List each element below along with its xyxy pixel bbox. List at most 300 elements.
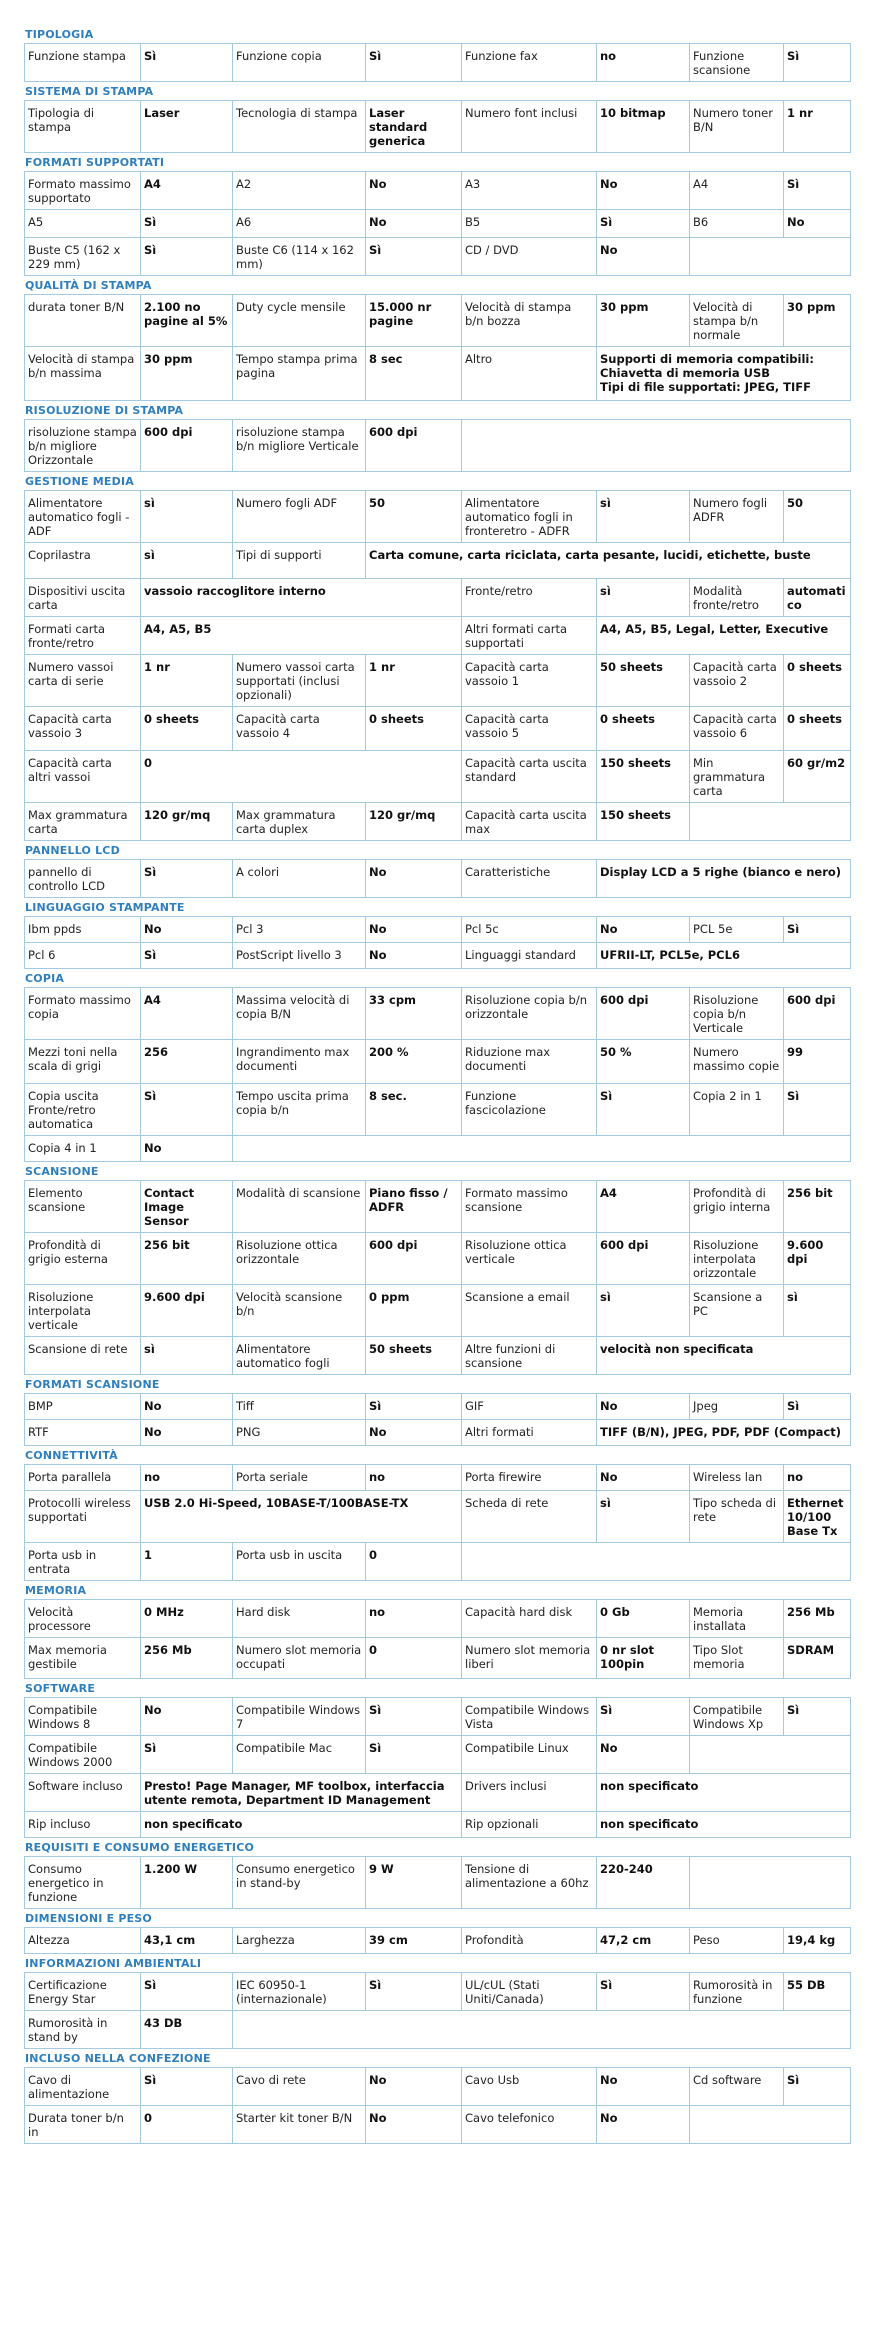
spec-table-dimensioni-e-peso (24, 1927, 851, 1954)
spec-value: no (784, 1465, 851, 1491)
spec-label: IEC 60950-1 (internazionale) (233, 1973, 366, 2011)
spec-value: Carta comune, carta riciclata, carta pesante, lucidi, etichette, buste (366, 543, 851, 579)
spec-row (25, 491, 851, 543)
spec-label: Capacità carta vassoio 4 (233, 707, 366, 751)
spec-row (25, 1638, 851, 1679)
empty-cell (233, 2011, 851, 2049)
spec-label: Rumorosità in funzione (690, 1973, 784, 2011)
spec-value: 9 W (366, 1857, 462, 1909)
spec-value: USB 2.0 Hi-Speed, 10BASE-T/100BASE-TX (141, 1491, 462, 1543)
spec-value: 0 sheets (784, 707, 851, 751)
spec-value: 30 ppm (597, 295, 690, 347)
spec-row (25, 420, 851, 472)
section-title-software: SOFTWARE (25, 1682, 96, 1695)
spec-value: 0 sheets (141, 707, 233, 751)
spec-label: Ingrandimento max documenti (233, 1040, 366, 1084)
spec-table-gestione-media (24, 490, 851, 841)
spec-label: Compatibile Windows Xp (690, 1698, 784, 1736)
spec-value: 1 nr (366, 655, 462, 707)
spec-row (25, 1337, 851, 1375)
spec-value: non specificato (597, 1774, 851, 1812)
spec-label: Capacità carta vassoio 3 (25, 707, 141, 751)
spec-label: Porta firewire (462, 1465, 597, 1491)
spec-label: Compatibile Windows 7 (233, 1698, 366, 1736)
spec-value: Sì (141, 860, 233, 898)
spec-label: risoluzione stampa b/n migliore Orizzontale (25, 420, 141, 472)
spec-label: Numero slot memoria liberi (462, 1638, 597, 1679)
section-title-linguaggio-stampante: LINGUAGGIO STAMPANTE (25, 901, 185, 914)
empty-cell (690, 2106, 851, 2144)
spec-value: Sì (597, 1698, 690, 1736)
spec-value: No (597, 2068, 690, 2106)
spec-value: 0 sheets (784, 655, 851, 707)
spec-label: Compatibile Windows Vista (462, 1698, 597, 1736)
spec-row (25, 1465, 851, 1491)
spec-value: Sì (597, 210, 690, 238)
spec-value: 2.100 no pagine al 5% (141, 295, 233, 347)
spec-value: no (597, 44, 690, 82)
spec-value: 8 sec (366, 347, 462, 401)
spec-row (25, 1973, 851, 2011)
spec-label: Scansione a PC (690, 1285, 784, 1337)
spec-value: non specificato (141, 1812, 462, 1838)
spec-row (25, 655, 851, 707)
spec-label: Porta usb in uscita (233, 1543, 366, 1581)
spec-label: CD / DVD (462, 238, 597, 276)
spec-table-scansione (24, 1180, 851, 1375)
spec-value: 50 (366, 491, 462, 543)
spec-row (25, 2011, 851, 2049)
spec-value: 43 DB (141, 2011, 233, 2049)
spec-label: Formato massimo supportato (25, 172, 141, 210)
spec-label: Capacità carta altri vassoi (25, 751, 141, 803)
section-title-tipologia: TIPOLOGIA (25, 28, 94, 41)
spec-label: Compatibile Mac (233, 1736, 366, 1774)
spec-value: No (597, 2106, 690, 2144)
spec-label: Tipi di supporti (233, 543, 366, 579)
spec-value: sì (141, 543, 233, 579)
spec-value: no (141, 1465, 233, 1491)
spec-label: Risoluzione copia b/n Verticale (690, 988, 784, 1040)
spec-value: No (141, 1394, 233, 1420)
spec-label: Modalità fronte/retro (690, 579, 784, 617)
spec-label: Funzione fax (462, 44, 597, 82)
spec-label: Riduzione max documenti (462, 1040, 597, 1084)
spec-value: Supporti di memoria compatibili: Chiavetta di memoria USB Tipi di file supportati: JPEG, TIFF (597, 347, 851, 401)
spec-label: Risoluzione interpolata verticale (25, 1285, 141, 1337)
section-title-pannello-lcd: PANNELLO LCD (25, 844, 120, 857)
spec-label: Hard disk (233, 1600, 366, 1638)
spec-value: No (141, 917, 233, 943)
spec-label: Buste C5 (162 x 229 mm) (25, 238, 141, 276)
spec-label: Altro (462, 347, 597, 401)
spec-value: 600 dpi (597, 988, 690, 1040)
spec-label: Rip incluso (25, 1812, 141, 1838)
spec-label: Porta usb in entrata (25, 1543, 141, 1581)
spec-value: Sì (141, 1736, 233, 1774)
spec-label: UL/cUL (Stati Uniti/Canada) (462, 1973, 597, 2011)
spec-value: vassoio raccoglitore interno (141, 579, 462, 617)
spec-label: Formato massimo copia (25, 988, 141, 1040)
spec-label: Altezza (25, 1928, 141, 1954)
section-title-informazioni-ambientali: INFORMAZIONI AMBIENTALI (25, 1957, 202, 1970)
spec-value: 1.200 W (141, 1857, 233, 1909)
spec-label: Max grammatura carta duplex (233, 803, 366, 841)
spec-label: Cavo di alimentazione (25, 2068, 141, 2106)
spec-row (25, 1136, 851, 1162)
spec-label: A2 (233, 172, 366, 210)
spec-label: Capacità carta vassoio 1 (462, 655, 597, 707)
spec-row (25, 1774, 851, 1812)
spec-label: Durata toner b/n in (25, 2106, 141, 2144)
spec-label: Tempo uscita prima copia b/n (233, 1084, 366, 1136)
spec-value: 120 gr/mq (366, 803, 462, 841)
spec-value: Laser standard generica (366, 101, 462, 153)
spec-label: Caratteristiche (462, 860, 597, 898)
spec-label: A6 (233, 210, 366, 238)
spec-table-connettivita (24, 1464, 851, 1581)
spec-value: Sì (784, 917, 851, 943)
spec-label: GIF (462, 1394, 597, 1420)
spec-value: 0 ppm (366, 1285, 462, 1337)
spec-row (25, 2106, 851, 2144)
spec-label: Velocità di stampa b/n bozza (462, 295, 597, 347)
spec-value: A4 (141, 172, 233, 210)
spec-value: Sì (784, 44, 851, 82)
spec-label: Ibm ppds (25, 917, 141, 943)
spec-value: Laser (141, 101, 233, 153)
spec-label: Capacità carta uscita standard (462, 751, 597, 803)
spec-value: 256 bit (141, 1233, 233, 1285)
spec-row (25, 1543, 851, 1581)
spec-label: Funzione scansione (690, 44, 784, 82)
empty-cell (690, 1736, 851, 1774)
spec-value: 256 (141, 1040, 233, 1084)
spec-value: No (597, 1394, 690, 1420)
section-title-memoria: MEMORIA (25, 1584, 87, 1597)
spec-label: Risoluzione ottica verticale (462, 1233, 597, 1285)
spec-row (25, 1040, 851, 1084)
spec-label: PCL 5e (690, 917, 784, 943)
spec-label: pannello di controllo LCD (25, 860, 141, 898)
spec-value: 43,1 cm (141, 1928, 233, 1954)
spec-label: Numero vassoi carta di serie (25, 655, 141, 707)
spec-label: Numero massimo copie (690, 1040, 784, 1084)
spec-label: Copia uscita Fronte/retro automatica (25, 1084, 141, 1136)
spec-value: 0 (366, 1638, 462, 1679)
spec-label: Cavo di rete (233, 2068, 366, 2106)
spec-label: Mezzi toni nella scala di grigi (25, 1040, 141, 1084)
spec-label: Compatibile Windows 2000 (25, 1736, 141, 1774)
spec-value: Presto! Page Manager, MF toolbox, interfaccia utente remota, Department ID Management (141, 1774, 462, 1812)
spec-value: 9.600 dpi (141, 1285, 233, 1337)
spec-row (25, 543, 851, 579)
section-title-scansione: SCANSIONE (25, 1165, 99, 1178)
spec-label: RTF (25, 1420, 141, 1446)
spec-label: Numero fogli ADF (233, 491, 366, 543)
spec-value: Sì (597, 1973, 690, 2011)
empty-cell (233, 1136, 851, 1162)
spec-value: Sì (784, 1394, 851, 1420)
spec-value: Sì (366, 238, 462, 276)
spec-table-formati-supportati (24, 171, 851, 276)
spec-value: automatico (784, 579, 851, 617)
spec-value: Sì (366, 1973, 462, 2011)
spec-label: Scansione a email (462, 1285, 597, 1337)
spec-value: No (597, 172, 690, 210)
section-title-requisiti-e-consumo-energetico: REQUISITI E CONSUMO ENERGETICO (25, 1841, 255, 1854)
spec-label: Porta parallela (25, 1465, 141, 1491)
section-title-connettivita: CONNETTIVITÀ (25, 1449, 118, 1462)
spec-value: 55 DB (784, 1973, 851, 2011)
spec-label: Cavo Usb (462, 2068, 597, 2106)
spec-row (25, 1857, 851, 1909)
spec-table-formati-scansione (24, 1393, 851, 1446)
spec-row (25, 1736, 851, 1774)
spec-value: A4, A5, B5 (141, 617, 462, 655)
spec-value: No (597, 1465, 690, 1491)
spec-value: sì (784, 1285, 851, 1337)
spec-table-requisiti-e-consumo-energetico (24, 1856, 851, 1909)
spec-label: A4 (690, 172, 784, 210)
spec-value: No (597, 917, 690, 943)
spec-row (25, 238, 851, 276)
spec-table-risoluzione-di-stampa (24, 419, 851, 472)
spec-label: Tipo scheda di rete (690, 1491, 784, 1543)
spec-value: No (366, 1420, 462, 1446)
spec-label: Max grammatura carta (25, 803, 141, 841)
spec-value: 256 bit (784, 1181, 851, 1233)
spec-label: Compatibile Windows 8 (25, 1698, 141, 1736)
spec-label: Alimentatore automatico fogli (233, 1337, 366, 1375)
spec-label: Profondità di grigio interna (690, 1181, 784, 1233)
spec-label: Pcl 6 (25, 943, 141, 969)
spec-value: non specificato (597, 1812, 851, 1838)
spec-value: Sì (366, 44, 462, 82)
spec-value: No (141, 1136, 233, 1162)
spec-label: Capacità carta uscita max (462, 803, 597, 841)
spec-label: Tiff (233, 1394, 366, 1420)
spec-value: sì (597, 1491, 690, 1543)
spec-label: Velocità di stampa b/n normale (690, 295, 784, 347)
spec-row (25, 44, 851, 82)
spec-table-qualita-di-stampa (24, 294, 851, 401)
spec-row (25, 295, 851, 347)
spec-value: A4 (141, 988, 233, 1040)
spec-label: Linguaggi standard (462, 943, 597, 969)
spec-label: Capacità carta vassoio 2 (690, 655, 784, 707)
spec-value: 39 cm (366, 1928, 462, 1954)
section-title-copia: COPIA (25, 972, 65, 985)
spec-label: Consumo energetico in funzione (25, 1857, 141, 1909)
spec-value: 19,4 kg (784, 1928, 851, 1954)
spec-value: 256 Mb (141, 1638, 233, 1679)
spec-table-sistema-di-stampa (24, 100, 851, 153)
spec-value: Sì (141, 1973, 233, 2011)
spec-row (25, 347, 851, 401)
spec-label: Funzione fascicolazione (462, 1084, 597, 1136)
empty-cell (462, 420, 851, 472)
spec-value: No (366, 860, 462, 898)
spec-value: 1 nr (141, 655, 233, 707)
section-title-formati-supportati: FORMATI SUPPORTATI (25, 156, 165, 169)
spec-row (25, 1600, 851, 1638)
spec-value: No (366, 2068, 462, 2106)
spec-label: Altri formati carta supportati (462, 617, 597, 655)
spec-row (25, 1233, 851, 1285)
spec-value: 220-240 (597, 1857, 690, 1909)
spec-value: 9.600 dpi (784, 1233, 851, 1285)
spec-value: Sì (366, 1698, 462, 1736)
spec-value: Sì (366, 1394, 462, 1420)
spec-label: A3 (462, 172, 597, 210)
spec-label: Numero slot memoria occupati (233, 1638, 366, 1679)
spec-value: No (366, 2106, 462, 2144)
spec-value: 8 sec. (366, 1084, 462, 1136)
spec-label: Elemento scansione (25, 1181, 141, 1233)
spec-value: 30 ppm (784, 295, 851, 347)
spec-row (25, 1812, 851, 1838)
spec-label: Cavo telefonico (462, 2106, 597, 2144)
spec-value: 50 % (597, 1040, 690, 1084)
spec-table-incluso-nella-confezione (24, 2067, 851, 2144)
spec-label: Memoria installata (690, 1600, 784, 1638)
spec-value: SDRAM (784, 1638, 851, 1679)
spec-row (25, 1420, 851, 1446)
spec-value: 1 (141, 1543, 233, 1581)
spec-row (25, 1698, 851, 1736)
spec-value: 600 dpi (784, 988, 851, 1040)
section-title-formati-scansione: FORMATI SCANSIONE (25, 1378, 160, 1391)
spec-row (25, 1084, 851, 1136)
spec-value: 0 MHz (141, 1600, 233, 1638)
spec-label: Compatibile Linux (462, 1736, 597, 1774)
spec-value: Piano fisso / ADFR (366, 1181, 462, 1233)
spec-value: 256 Mb (784, 1600, 851, 1638)
spec-value: 0 sheets (366, 707, 462, 751)
spec-label: Copia 2 in 1 (690, 1084, 784, 1136)
spec-label: PNG (233, 1420, 366, 1446)
empty-cell (690, 238, 851, 276)
spec-label: Numero font inclusi (462, 101, 597, 153)
spec-label: Alimentatore automatico fogli - ADF (25, 491, 141, 543)
spec-value: 50 (784, 491, 851, 543)
spec-row (25, 1181, 851, 1233)
spec-label: A colori (233, 860, 366, 898)
spec-label: Scheda di rete (462, 1491, 597, 1543)
spec-label: Rip opzionali (462, 1812, 597, 1838)
spec-label: risoluzione stampa b/n migliore Verticale (233, 420, 366, 472)
spec-label: Buste C6 (114 x 162 mm) (233, 238, 366, 276)
spec-label: Cd software (690, 2068, 784, 2106)
spec-label: Min grammatura carta (690, 751, 784, 803)
spec-value: Sì (784, 2068, 851, 2106)
spec-value: sì (141, 1337, 233, 1375)
spec-row (25, 2068, 851, 2106)
spec-label: Funzione stampa (25, 44, 141, 82)
spec-label: Coprilastra (25, 543, 141, 579)
spec-row (25, 707, 851, 751)
spec-value: No (597, 238, 690, 276)
spec-value: No (366, 943, 462, 969)
spec-row (25, 1285, 851, 1337)
spec-value: Sì (141, 2068, 233, 2106)
spec-row (25, 101, 851, 153)
section-title-qualita-di-stampa: QUALITÀ DI STAMPA (25, 279, 152, 292)
spec-label: Certificazione Energy Star (25, 1973, 141, 2011)
spec-sheet (24, 0, 876, 2144)
spec-value: No (141, 1698, 233, 1736)
spec-label: Pcl 5c (462, 917, 597, 943)
spec-value: velocità non specificata (597, 1337, 851, 1375)
spec-value: No (366, 172, 462, 210)
spec-value: 0 (141, 751, 462, 803)
spec-label: B5 (462, 210, 597, 238)
spec-label: Peso (690, 1928, 784, 1954)
spec-label: Altre funzioni di scansione (462, 1337, 597, 1375)
empty-cell (690, 1857, 851, 1909)
spec-label: Tipologia di stampa (25, 101, 141, 153)
spec-value: No (141, 1420, 233, 1446)
spec-row (25, 943, 851, 969)
spec-table-software (24, 1697, 851, 1838)
spec-label: Tempo stampa prima pagina (233, 347, 366, 401)
section-title-sistema-di-stampa: SISTEMA DI STAMPA (25, 85, 154, 98)
spec-label: Numero vassoi carta supportati (inclusi opzionali) (233, 655, 366, 707)
spec-value: Sì (141, 238, 233, 276)
spec-label: Capacità hard disk (462, 1600, 597, 1638)
spec-label: Tensione di alimentazione a 60hz (462, 1857, 597, 1909)
spec-row (25, 210, 851, 238)
spec-value: 50 sheets (366, 1337, 462, 1375)
spec-value: No (366, 210, 462, 238)
spec-value: 600 dpi (597, 1233, 690, 1285)
spec-value: No (366, 917, 462, 943)
spec-value: Contact Image Sensor (141, 1181, 233, 1233)
spec-value: UFRII-LT, PCL5e, PCL6 (597, 943, 851, 969)
spec-value: A4, A5, B5, Legal, Letter, Executive (597, 617, 851, 655)
spec-label: Formato massimo scansione (462, 1181, 597, 1233)
spec-value: Display LCD a 5 righe (bianco e nero) (597, 860, 851, 898)
spec-value: sì (597, 579, 690, 617)
section-title-dimensioni-e-peso: DIMENSIONI E PESO (25, 1912, 152, 1925)
spec-value: 120 gr/mq (141, 803, 233, 841)
spec-row (25, 860, 851, 898)
section-title-risoluzione-di-stampa: RISOLUZIONE DI STAMPA (25, 404, 184, 417)
spec-value: 30 ppm (141, 347, 233, 401)
spec-label: Modalità di scansione (233, 1181, 366, 1233)
spec-label: Max memoria gestibile (25, 1638, 141, 1679)
spec-label: Capacità carta vassoio 5 (462, 707, 597, 751)
spec-label: Velocità di stampa b/n massima (25, 347, 141, 401)
spec-label: Jpeg (690, 1394, 784, 1420)
spec-value: 99 (784, 1040, 851, 1084)
spec-value: Sì (366, 1736, 462, 1774)
spec-row (25, 751, 851, 803)
spec-value: 150 sheets (597, 751, 690, 803)
spec-row (25, 803, 851, 841)
spec-value: Sì (784, 172, 851, 210)
spec-label: Numero toner B/N (690, 101, 784, 153)
spec-label: BMP (25, 1394, 141, 1420)
spec-value: 10 bitmap (597, 101, 690, 153)
spec-value: TIFF (B/N), JPEG, PDF, PDF (Compact) (597, 1420, 851, 1446)
spec-label: Porta seriale (233, 1465, 366, 1491)
spec-table-informazioni-ambientali (24, 1972, 851, 2049)
spec-value: Sì (141, 943, 233, 969)
spec-row (25, 988, 851, 1040)
spec-value: 600 dpi (366, 420, 462, 472)
